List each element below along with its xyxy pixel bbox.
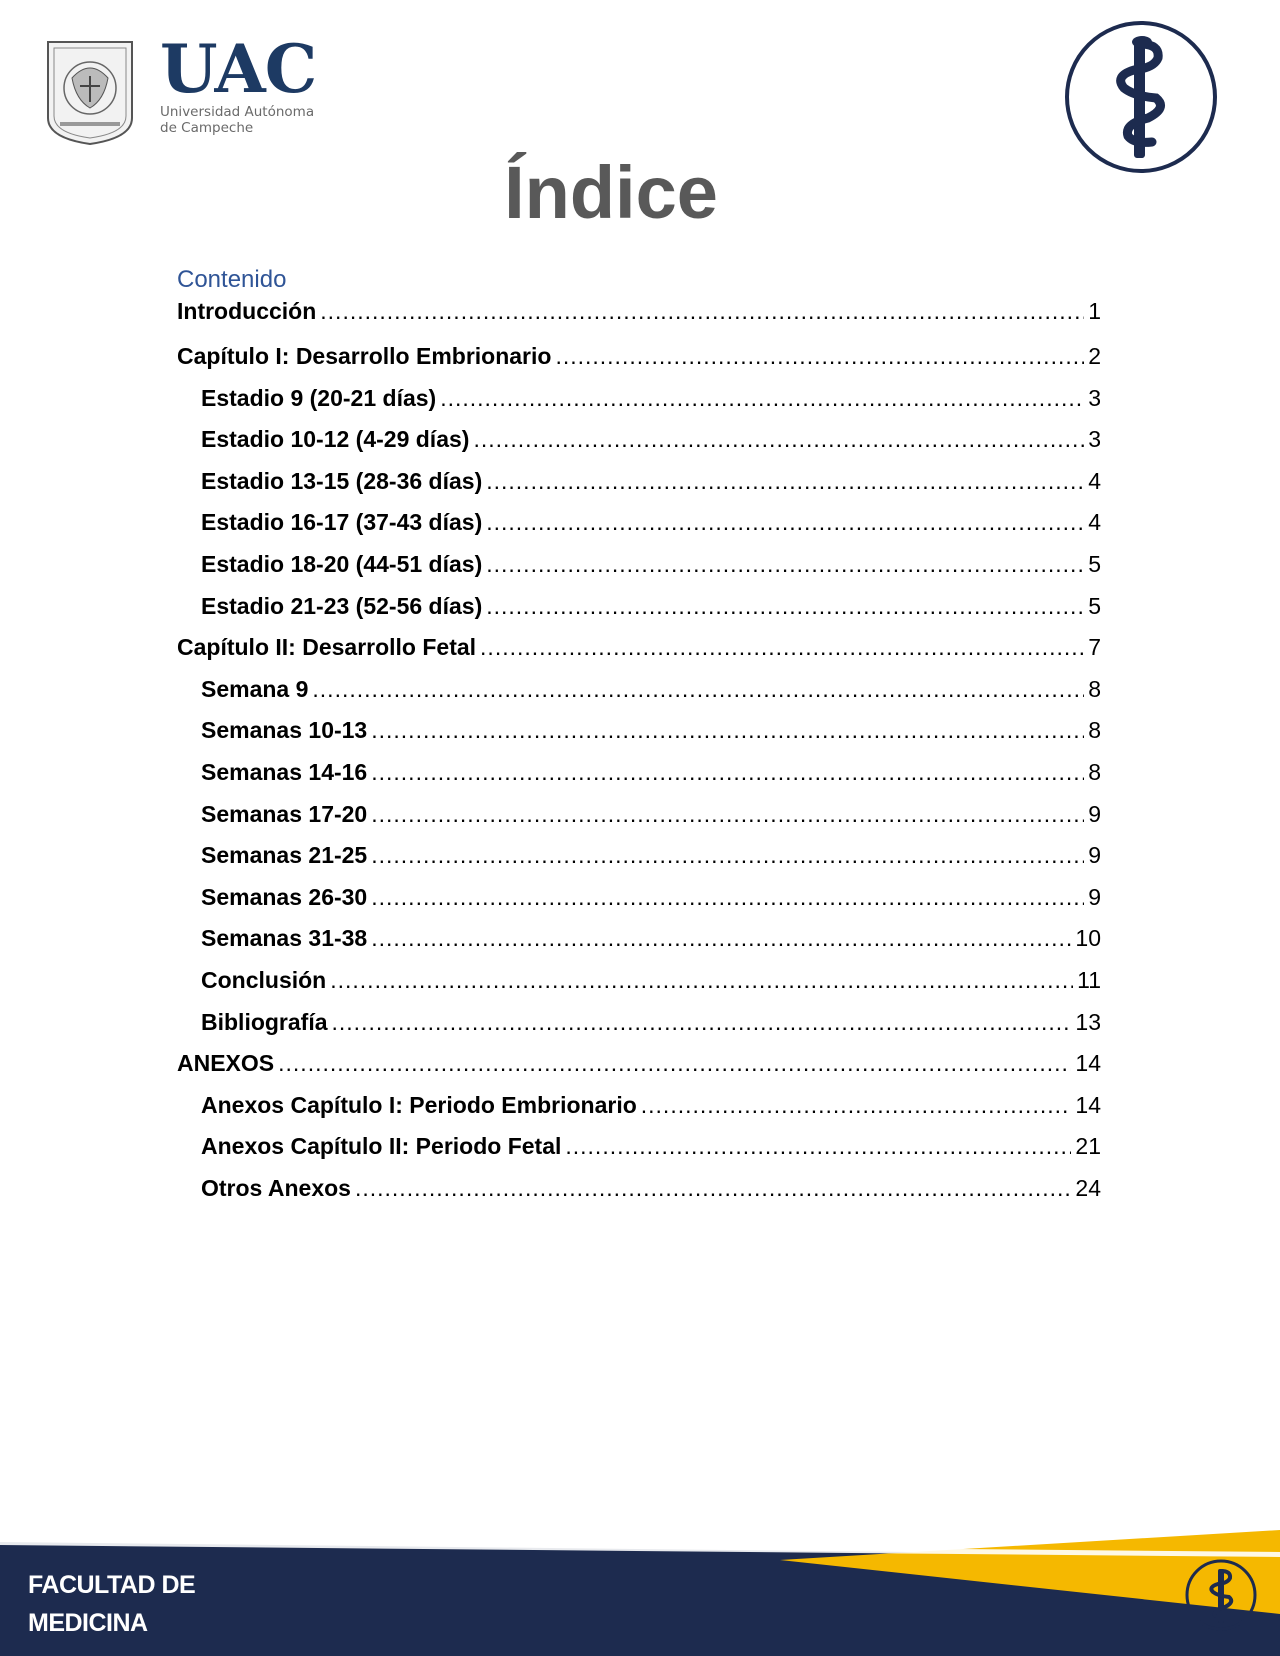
toc-entry-label: Semanas 21-25: [201, 842, 368, 869]
uac-logo-subtitle-line2: de Campeche: [160, 120, 254, 136]
toc-entry-leader: [320, 296, 1084, 326]
toc-entry-label: Semanas 31-38: [201, 925, 368, 952]
uac-logo-subtitle-line1: Universidad Autónoma: [160, 104, 315, 120]
toc-entry-page: 5: [1088, 592, 1101, 619]
footer-line2: MEDICINA: [28, 1609, 148, 1637]
toc-entry-page: 7: [1088, 634, 1101, 661]
toc-entry-leader: [486, 544, 1084, 586]
toc-entry-leader: [371, 710, 1084, 752]
toc-entry[interactable]: [177, 544, 1101, 586]
toc-entry-leader: [565, 1126, 1071, 1168]
footer-line1: FACULTAD DE: [28, 1571, 196, 1599]
toc-entry-page: 9: [1088, 842, 1101, 869]
toc-entry-leader: [371, 752, 1084, 794]
toc-entry-leader: [486, 502, 1084, 544]
page-title: Índice: [504, 151, 718, 234]
toc-entry[interactable]: [177, 1043, 1101, 1085]
toc-entry[interactable]: [177, 960, 1101, 1002]
toc-entry-leader: [480, 627, 1084, 669]
toc-entry-label: Estadio 13-15 (28-36 días): [201, 467, 483, 494]
toc-entry[interactable]: [177, 336, 1101, 378]
toc-entry[interactable]: [177, 1002, 1101, 1044]
toc-entry-label: ANEXOS: [177, 1050, 275, 1077]
toc-list: [177, 296, 1101, 1209]
toc-entry[interactable]: [177, 1126, 1101, 1168]
toc-entry-leader: [371, 794, 1084, 836]
toc-entry-label: Conclusión: [201, 966, 327, 993]
toc-entry[interactable]: [177, 877, 1101, 919]
toc-entry[interactable]: [177, 378, 1101, 420]
uac-logo-text: UAC: [160, 30, 317, 108]
toc-entry[interactable]: [177, 710, 1101, 752]
toc-entry-label: Capítulo I: Desarrollo Embrionario: [177, 343, 552, 369]
toc-entry-page: 14: [1075, 1050, 1101, 1077]
toc-entry-label: Otros Anexos: [201, 1174, 351, 1201]
toc-entry[interactable]: [177, 669, 1101, 711]
toc-entry-page: 21: [1075, 1133, 1101, 1160]
toc-entry-page: 9: [1088, 800, 1101, 827]
table-of-contents: [177, 264, 1101, 1209]
toc-entry-label: Semanas 10-13: [201, 717, 368, 744]
uac-logo: [160, 30, 340, 136]
toc-entry-page: 8: [1088, 675, 1101, 702]
university-seal-icon: [44, 38, 136, 146]
toc-entry[interactable]: [177, 461, 1101, 503]
toc-entry-leader: [355, 1168, 1071, 1210]
toc-entry-leader: [330, 960, 1073, 1002]
toc-entry[interactable]: [177, 1168, 1101, 1210]
toc-entry-leader: [371, 877, 1084, 919]
toc-entry-page: 14: [1075, 1091, 1101, 1118]
toc-entry-leader: [486, 461, 1084, 503]
toc-entry[interactable]: [177, 794, 1101, 836]
toc-entry-page: 11: [1077, 966, 1101, 993]
toc-entry-leader: [312, 669, 1084, 711]
toc-entry-page: 8: [1088, 758, 1101, 785]
footer-medicine-emblem-icon: [1183, 1557, 1259, 1633]
toc-entry-page: 8: [1088, 717, 1101, 744]
footer-faculty-name: [28, 1566, 195, 1642]
toc-entry[interactable]: [177, 419, 1101, 461]
toc-entry-page: 5: [1088, 550, 1101, 577]
toc-entry-leader: [473, 419, 1084, 461]
toc-entry-label: Semanas 17-20: [201, 800, 368, 827]
toc-entry[interactable]: [177, 918, 1101, 960]
toc-entry-leader: [641, 1085, 1072, 1127]
toc-entry-label: Semanas 26-30: [201, 883, 368, 910]
toc-entry-page: 10: [1075, 925, 1101, 952]
toc-entry-label: Capítulo II: Desarrollo Fetal: [177, 634, 477, 661]
toc-entry-page: 9: [1088, 883, 1101, 910]
toc-entry-label: Anexos Capítulo II: Periodo Fetal: [201, 1133, 562, 1160]
toc-entry-label: Estadio 10-12 (4-29 días): [201, 426, 470, 453]
toc-entry-page: 3: [1088, 384, 1101, 411]
toc-entry-label: Estadio 9 (20-21 días): [201, 384, 437, 411]
toc-entry[interactable]: [177, 502, 1101, 544]
toc-entry-leader: [440, 378, 1084, 420]
toc-entry-label: Semanas 14-16: [201, 758, 368, 785]
toc-entry-leader: [486, 586, 1084, 628]
toc-entry-page: 3: [1088, 426, 1101, 453]
toc-heading: Contenido: [177, 266, 287, 293]
toc-entry-leader: [278, 1043, 1071, 1085]
toc-entry-page: 13: [1075, 1008, 1101, 1035]
toc-entry-page: 24: [1075, 1174, 1101, 1201]
toc-entry-label: Introducción: [177, 298, 317, 324]
toc-entry-label: Estadio 21-23 (52-56 días): [201, 592, 483, 619]
toc-entry-page: 4: [1088, 467, 1101, 494]
toc-entry-label: Estadio 16-17 (37-43 días): [201, 509, 483, 536]
toc-entry[interactable]: [177, 835, 1101, 877]
toc-entry[interactable]: [177, 296, 1101, 326]
toc-entry-label: Anexos Capítulo I: Periodo Embrionario: [201, 1091, 637, 1118]
toc-entry-leader: [555, 336, 1084, 378]
toc-entry-page: 1: [1088, 298, 1101, 324]
toc-entry[interactable]: [177, 752, 1101, 794]
toc-entry-label: Estadio 18-20 (44-51 días): [201, 550, 483, 577]
toc-entry-leader: [371, 918, 1071, 960]
toc-entry-leader: [371, 835, 1084, 877]
footer-banner: [0, 1530, 1280, 1656]
toc-entry[interactable]: [177, 627, 1101, 669]
toc-entry[interactable]: [177, 1085, 1101, 1127]
toc-entry-page: 2: [1088, 343, 1101, 369]
toc-entry-label: Semana 9: [201, 675, 309, 702]
toc-entry[interactable]: [177, 586, 1101, 628]
toc-entry-page: 4: [1088, 509, 1101, 536]
toc-entry-label: Bibliografía: [201, 1008, 328, 1035]
toc-entry-leader: [332, 1002, 1072, 1044]
